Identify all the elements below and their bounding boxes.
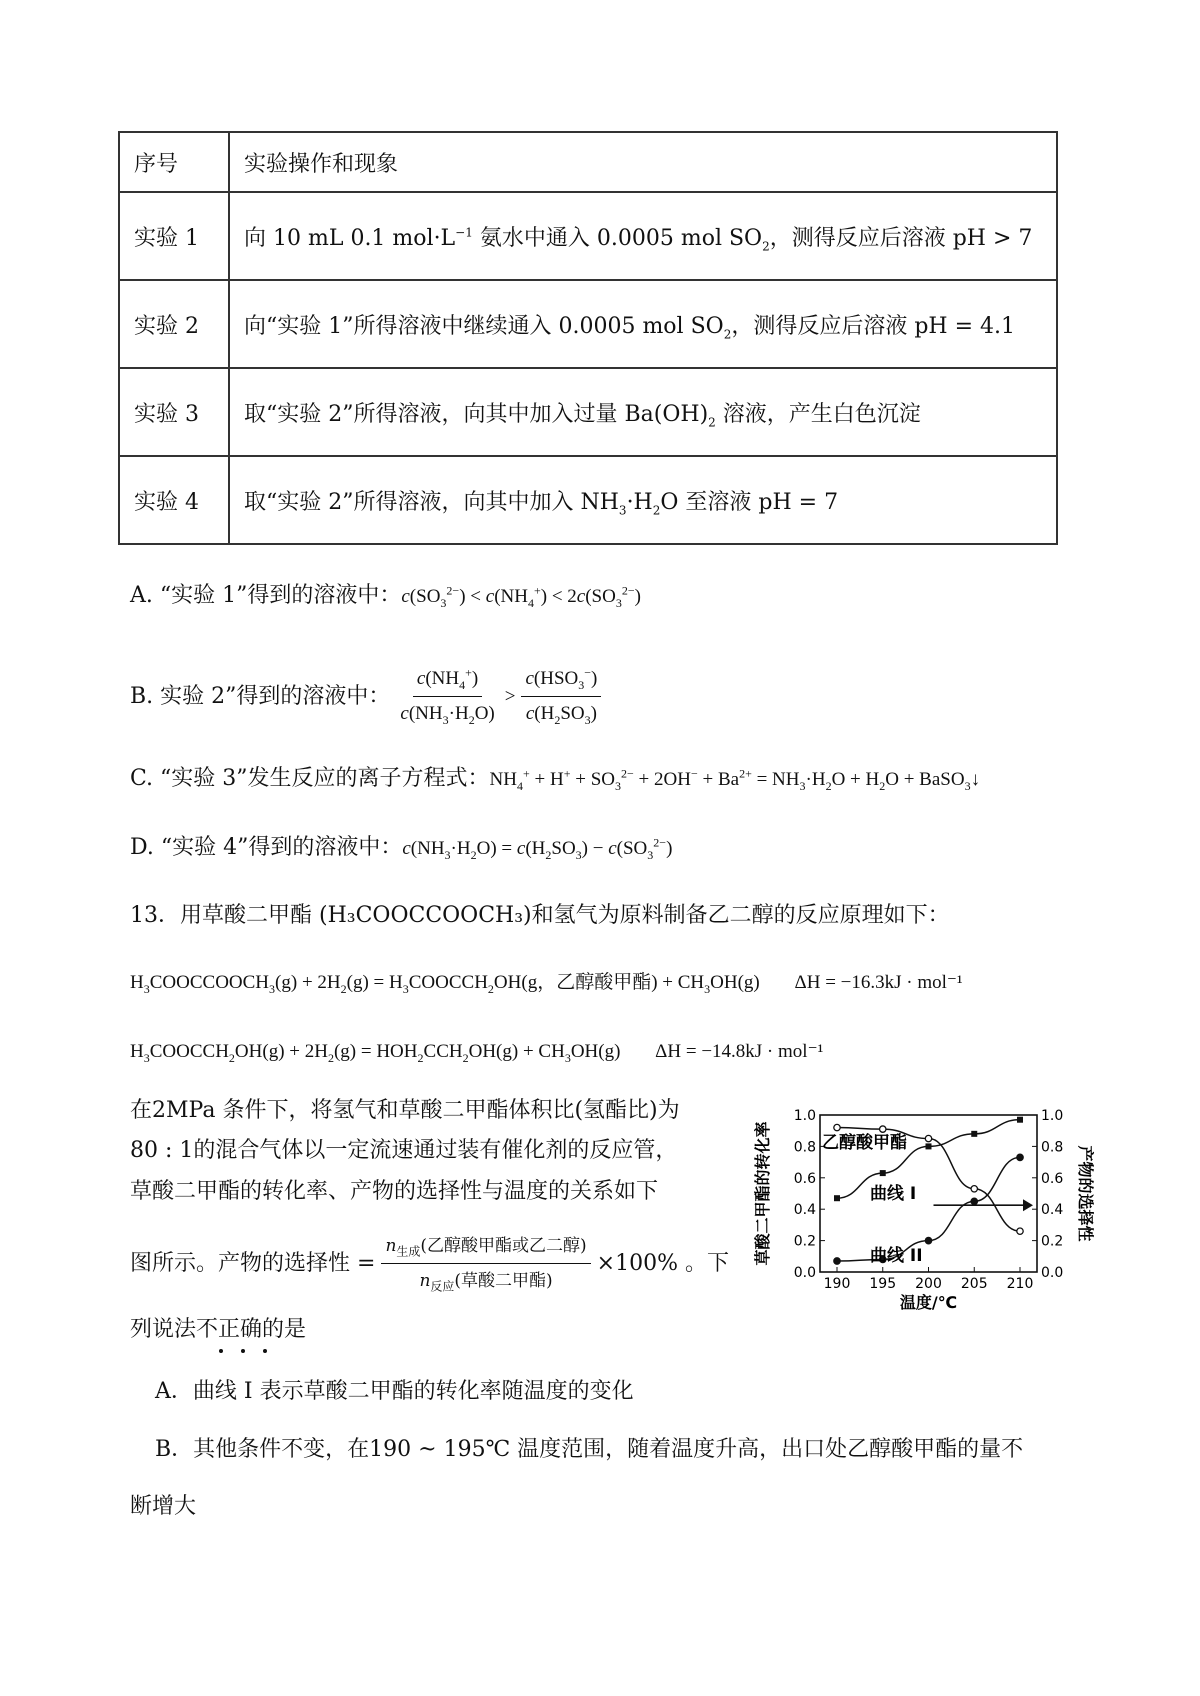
header-content: 实验操作和现象	[229, 132, 1057, 192]
series-label-curve-1: 曲线 I	[870, 1184, 917, 1204]
y-tick-label-left: 0.8	[793, 1139, 816, 1156]
row-id: 实验 1	[119, 192, 229, 280]
y-tick-label-right: 0.0	[1041, 1265, 1064, 1281]
q13-para-5: 列说法不正确的是	[130, 1317, 307, 1342]
x-tick-label: 200	[915, 1276, 942, 1292]
y-tick-label-left: 0.2	[793, 1233, 816, 1250]
table-row	[119, 280, 1057, 368]
q13-intro: 13．用草酸二甲酯 (H₃COOCCOOCH₃)和氢气为原料制备乙二醇的反应原理如下：	[130, 903, 950, 928]
y-tick-label-right: 0.2	[1041, 1233, 1064, 1250]
data-point	[1017, 1117, 1023, 1123]
x-tick-label: 195	[869, 1276, 897, 1292]
q13-para-3: 草酸二甲酯的转化率、产物的选择性与温度的关系如下	[130, 1179, 659, 1204]
q13-option-b-line1: B．其他条件不变，在190 ~ 195℃ 温度范围，随着温度升高，出口处乙醇酸甲酯的量不	[155, 1437, 1024, 1462]
y-tick-label-left: 0.4	[793, 1202, 816, 1219]
table-header-row	[119, 132, 1057, 192]
option-12b: B. 实验 2”得到的溶液中： $\frac{c(NH_4^+)}{c(NH_3\cdot H_2O)}$ > $\frac{c(HSO_3^-)}{c(H_2SO_3)}$	[130, 665, 607, 728]
x-tick-label: 190	[823, 1276, 851, 1292]
table-row	[119, 456, 1057, 544]
row-content: 向 10 mL 0.1 $mol\cdot L^{-1}$ 氨水中通入 0.0005 mol $SO_2$，测得反应后溶液 pH > 7	[229, 192, 1057, 280]
data-point	[926, 1143, 932, 1149]
row-id: 实验 4	[119, 456, 229, 544]
q13-para-1: 在2MPa 条件下，将氢气和草酸二甲酯体积比(氢酯比)为	[130, 1098, 680, 1123]
y-tick-label-right: 0.4	[1041, 1202, 1064, 1219]
x-tick-label: 210	[1006, 1276, 1034, 1292]
table-row	[119, 368, 1057, 456]
y-tick-label-left: 1.0	[793, 1108, 816, 1124]
conversion-selectivity-chart	[752, 1095, 1095, 1320]
x-axis-label: 温度/℃	[899, 1293, 958, 1312]
emphasis-dot	[219, 1349, 223, 1353]
data-point	[925, 1237, 931, 1243]
header-id: 序号	[119, 132, 229, 192]
data-point	[971, 1198, 977, 1204]
data-point	[925, 1135, 931, 1141]
y-tick-label-right: 0.6	[1041, 1170, 1064, 1187]
x-tick-label: 205	[960, 1276, 988, 1292]
data-point	[834, 1258, 840, 1264]
y-axis-right-label: 产物的选择性	[1076, 1145, 1095, 1242]
y-tick-label-left: 0.0	[793, 1265, 816, 1281]
option-12a: A. “实验 1”得到的溶液中：$c(SO_3^{2-}) < c(NH_4^+) < 2c(SO_3^{2-})$	[130, 583, 641, 610]
row-content: 取“实验 2”所得溶液，向其中加入过量 $Ba(OH)_2$ 溶液，产生白色沉淀	[229, 368, 1057, 456]
y-axis-left-label: 草酸二甲酯的转化率	[753, 1121, 772, 1266]
equation-2: $H_3COOCCH_2OH(g) + 2H_2(g) = HOH_2CCH_2OH(g) + CH_3OH(g) \Delta H = -14.8kJ \cdot mol^{-1}$	[130, 1041, 824, 1065]
data-point	[1017, 1228, 1023, 1234]
y-tick-label-left: 0.6	[793, 1170, 816, 1187]
row-content: 向“实验 1”所得溶液中继续通入 0.0005 mol $SO_2$，测得反应后溶液 pH = 4.1	[229, 280, 1057, 368]
emphasis-dot	[263, 1349, 267, 1353]
q13-option-a: A．曲线 I 表示草酸二甲酯的转化率随温度的变化	[155, 1379, 634, 1404]
data-point	[1017, 1154, 1023, 1160]
option-12d: D. “实验 4”得到的溶液中：$c(NH_3\cdot H_2O) = c(H_2SO_3) - c(SO_3^{2-})$	[130, 835, 673, 862]
table-row	[119, 192, 1057, 280]
q13-para-2: 80 : 1的混合气体以一定流速通过装有催化剂的反应管，	[130, 1138, 678, 1163]
equation-1: $H_3COOCCOOCH_3(g) + 2H_2(g)$ = $H_3COOCCH_2OH(g$，乙醇酸甲酯) + $CH_3OH(g) \Delta H = -16.3kJ \cdot mol^{-1}$	[130, 972, 963, 996]
data-point	[971, 1131, 977, 1137]
data-point	[880, 1170, 886, 1176]
data-point	[834, 1124, 840, 1130]
option-12c: C. “实验 3”发生反应的离子方程式：$NH_4^+ + H^+ + SO_3^{2-} + 2OH^- + Ba^{2+} = NH_3\cdot H_2O + H_2O$ + BaSO$_3$↓	[130, 766, 981, 793]
data-point	[834, 1195, 840, 1201]
data-point	[971, 1186, 977, 1192]
y-tick-label-right: 0.8	[1041, 1139, 1064, 1156]
q13-para-4: 图所示。产物的选择性 = $\frac{n_{生成}(乙醇酸甲酯或乙二醇)}{n_{反应}(草酸二甲酯)}$ ×100% 。下	[130, 1232, 729, 1295]
row-id: 实验 2	[119, 280, 229, 368]
row-content: 取“实验 2”所得溶液，向其中加入 $NH_3\cdot H_2O$ 至溶液 pH = 7	[229, 456, 1057, 544]
arrow-head	[1023, 1199, 1033, 1211]
row-id: 实验 3	[119, 368, 229, 456]
q13-option-b-line2: 断增大	[130, 1494, 197, 1519]
data-point	[880, 1126, 886, 1132]
experiment-table	[118, 131, 1058, 545]
y-tick-label-right: 1.0	[1041, 1108, 1064, 1124]
series-label-ester: 乙醇酸甲酯	[822, 1133, 907, 1153]
series-line	[837, 1157, 1020, 1261]
series-label-curve-2: 曲线 II	[870, 1246, 923, 1266]
emphasis-dot	[241, 1349, 245, 1353]
